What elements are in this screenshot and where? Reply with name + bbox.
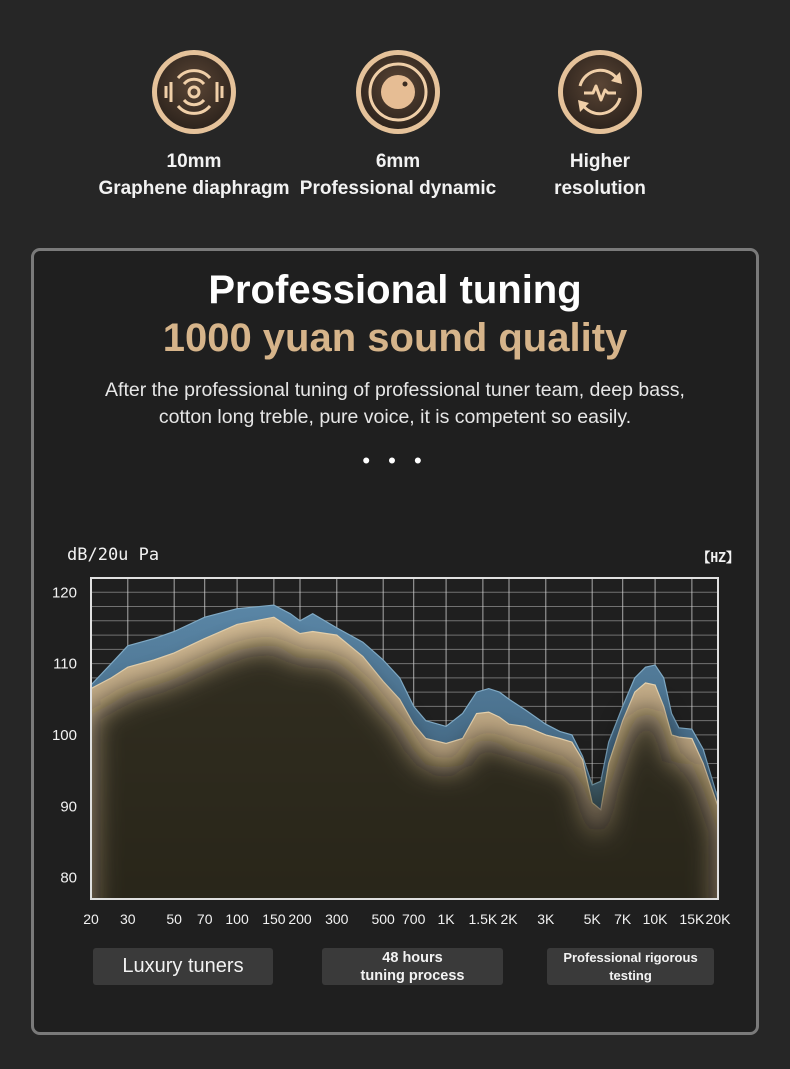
x-tick-label: 15K (679, 911, 705, 927)
panel-title: Professional tuning (208, 268, 582, 312)
feature-caption-line2: resolution (554, 178, 646, 199)
x-tick-label: 1K (437, 911, 455, 927)
feature-caption-line1: 10mm (166, 151, 222, 172)
x-tick-label: 50 (166, 911, 182, 927)
x-tick-label: 30 (120, 911, 136, 927)
x-tick-label: 20 (83, 911, 99, 927)
y-tick-label: 110 (53, 655, 77, 673)
tag-label-line2: testing (609, 967, 652, 983)
description-line1: After the professional tuning of professional tuner team, deep bass, (105, 379, 685, 401)
y-tick-label: 90 (60, 798, 77, 816)
x-tick-label: 200 (288, 911, 312, 927)
x-tick-label: 150 (262, 911, 286, 927)
feature-caption-line1: 6mm (375, 151, 421, 172)
x-tick-label: 10K (642, 911, 668, 927)
x-tick-label: 500 (371, 911, 395, 927)
chart-ylabel: dB/20u Pa (67, 545, 160, 565)
x-tick-label: 700 (402, 911, 426, 927)
x-tick-label: 300 (325, 911, 349, 927)
x-tick-label: 1.5K (468, 911, 498, 927)
panel-subtitle: 1000 yuan sound quality (162, 316, 628, 360)
x-tick-label: 2K (500, 911, 518, 927)
chart-areas (91, 605, 718, 959)
feature-caption-line2: Graphene diaphragm (98, 178, 290, 199)
ellipsis-dots: • • • (362, 448, 428, 473)
y-tick-label: 120 (51, 584, 77, 602)
description-line2: cotton long treble, pure voice, it is competent so easily. (158, 406, 632, 428)
x-tick-label: 20K (705, 911, 731, 927)
y-tick-label: 80 (60, 869, 77, 887)
x-tick-label: 5K (583, 911, 601, 927)
x-tick-label: 100 (225, 911, 249, 927)
y-tick-label: 100 (51, 726, 77, 744)
x-tick-label: 70 (196, 911, 213, 927)
tag-label-line1: Professional rigorous (563, 949, 698, 965)
chart-xunit: 【HZ】 (697, 551, 739, 566)
tag-luxury-tuners (93, 948, 273, 985)
tag-label: Luxury tuners (122, 955, 244, 977)
tag-label-line1: 48 hours (382, 949, 443, 966)
tag-rigorous-testing (547, 948, 714, 985)
feature-caption-line1: Higher (569, 151, 631, 172)
tag-label-line2: tuning process (360, 967, 465, 984)
feature-caption-line2: Professional dynamic (299, 178, 497, 199)
tag-tuning-process (322, 948, 503, 985)
x-tick-label: 7K (614, 911, 632, 927)
x-tick-label: 3K (537, 911, 555, 927)
